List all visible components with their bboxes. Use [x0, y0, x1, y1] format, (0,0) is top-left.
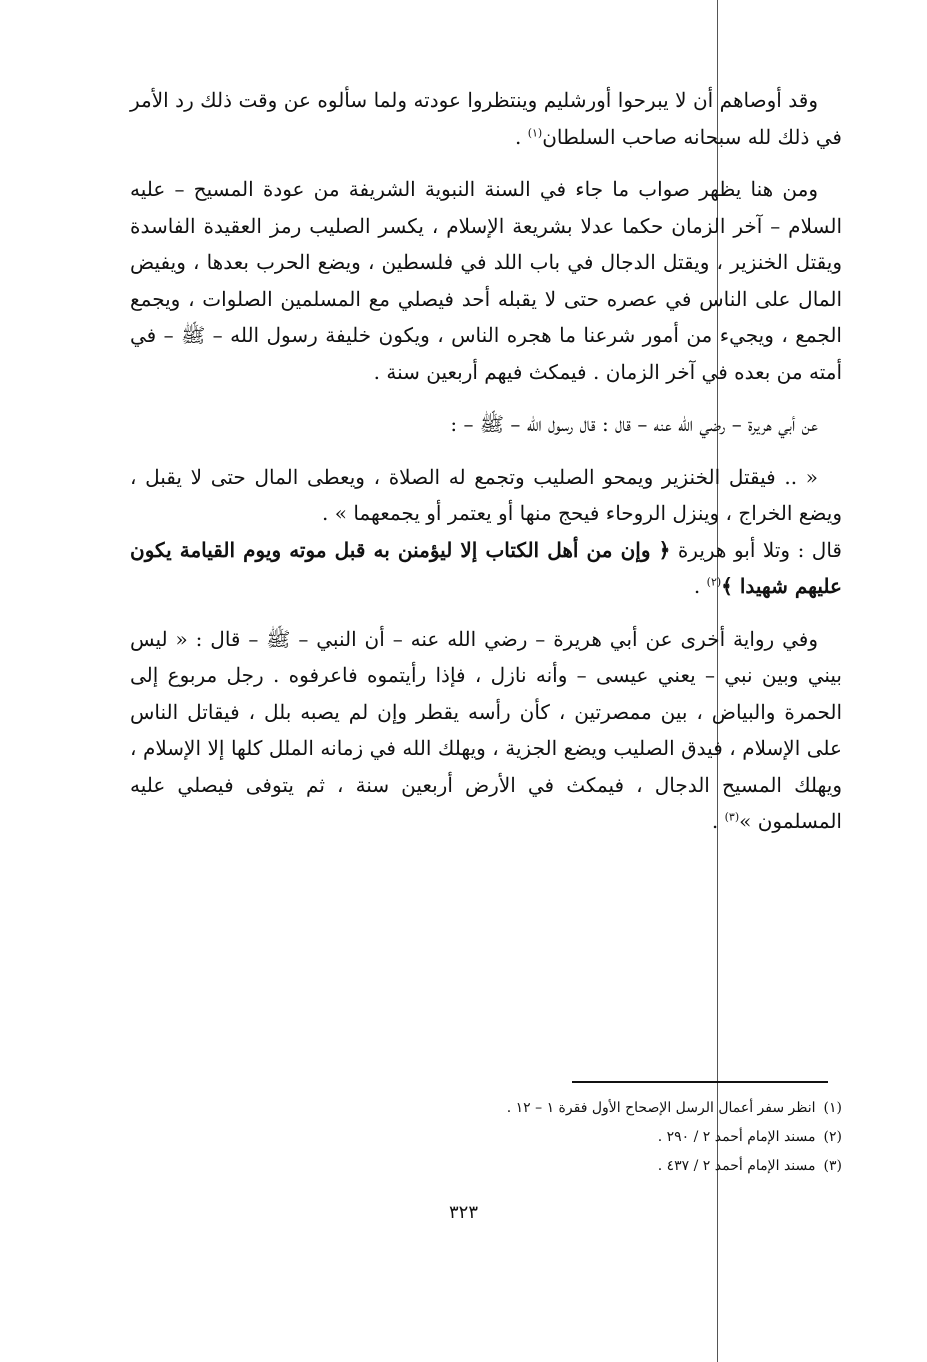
footnote-ref-1: (١) [527, 125, 543, 139]
quran-verse: ﴿ وإن من أهل الكتاب إلا ليؤمنن به قبل موته ويوم القيامة يكون عليهم شهيدا ﴾ [130, 537, 842, 598]
paragraph-5 [130, 532, 842, 605]
paragraph-4 [130, 459, 842, 532]
paragraph-1-text: وقد أوصاهم أن لا يبرحوا أورشليم وينتظروا عودته ولما سألوه عن وقت ذلك رد الأمر في ذلك لله سبحانه صاحب السلطان [130, 88, 842, 149]
paragraph-5-end: . [693, 574, 707, 598]
paragraph-1 [130, 82, 842, 155]
footnote-2 [130, 1123, 842, 1152]
footnote-2-text: مسند الإمام أحمد ٢ / ٢٩٠ . [657, 1129, 816, 1145]
paragraph-1-end: . [514, 124, 528, 149]
footnote-2-number: (٢) [823, 1129, 842, 1145]
paragraph-6 [130, 621, 842, 840]
paragraph-6-end: . [711, 809, 725, 833]
paragraph-2-text: ومن هنا يظهر صواب ما جاء في السنة النبوية الشريفة من عودة المسيح – عليه السلام – آخر الزمان حكما عدلا بشريعة الإسلام ، يكسر الصليب رمز العقيدة الفاسدة ويقتل الخنزير ، ويقتل الدجال في باب اللد في فلسطين ، ويضع الحرب بعدها ، ويفيض المال على الناس في عصره حتى لا يقبله أحد فيصلي مع المسلمين الصلوات ، ويجمع الجمع ، ويجيء من أمور شرعنا ما هجره الناس ، ويكون خليفة رسول الله – ﷺ – في أمته من بعده في آخر الزمان . فيمكث فيهم أربعين سنة . [130, 177, 842, 384]
footnote-1 [130, 1094, 842, 1123]
paragraph-6-text: وفي رواية أخرى عن أبي هريرة – رضي الله عنه – أن النبي – ﷺ – قال : « ليس بيني وبين نبي – يعني عيسى – وأنه نازل ، فإذا رأيتموه فاعرفوه . رجل مربوع إلى الحمرة والبياض ، بين ممصرتين ، كأن رأسه يقطر وإن لم يصبه بلل ، فيقاتل الناس على الإسلام ، فيدق الصليب ويضع الجزية ، ويهلك الله في زمانه الملل كلها إلا الإسلام ، ويهلك المسيح الدجال ، فيمكث في الأرض أربعين سنة ، ثم يتوفى فيصلي عليه المسلمون » [130, 626, 842, 833]
paragraph-3-text: عن أبي هريرة – رضي الله عنه – قال : قال رسول الله – ﷺ – : [450, 412, 818, 436]
footnote-1-number: (١) [823, 1100, 842, 1116]
footnote-3-number: (٣) [823, 1158, 842, 1174]
paragraph-5-lead: قال : وتلا أبو هريرة [677, 537, 842, 562]
page-number: ٣٢٣ [448, 1202, 478, 1223]
paragraph-4-text: « .. فيقتل الخنزير ويمحو الصليب وتجمع له الصلاة ، ويعطى المال حتى لا يقبل ، ويضع الخراج ، وينزل الروحاء فيحج منها أو يعتمر أو يجمعهما » . [130, 464, 842, 525]
footnote-3-text: مسند الإمام أحمد ٢ / ٤٣٧ . [657, 1158, 816, 1174]
footnote-1-text: انظر سفر أعمال الرسل الإصحاح الأول فقرة ١ – ١٢ . [506, 1100, 816, 1116]
footnotes [130, 1094, 842, 1181]
main-text [130, 82, 842, 856]
paragraph-2 [130, 171, 842, 390]
footnote-3 [130, 1152, 842, 1181]
footnote-ref-3: (٣) [724, 810, 740, 824]
paragraph-3 [130, 406, 842, 443]
footnote-ref-2: (٢) [706, 575, 722, 589]
footnote-separator [572, 1081, 828, 1083]
